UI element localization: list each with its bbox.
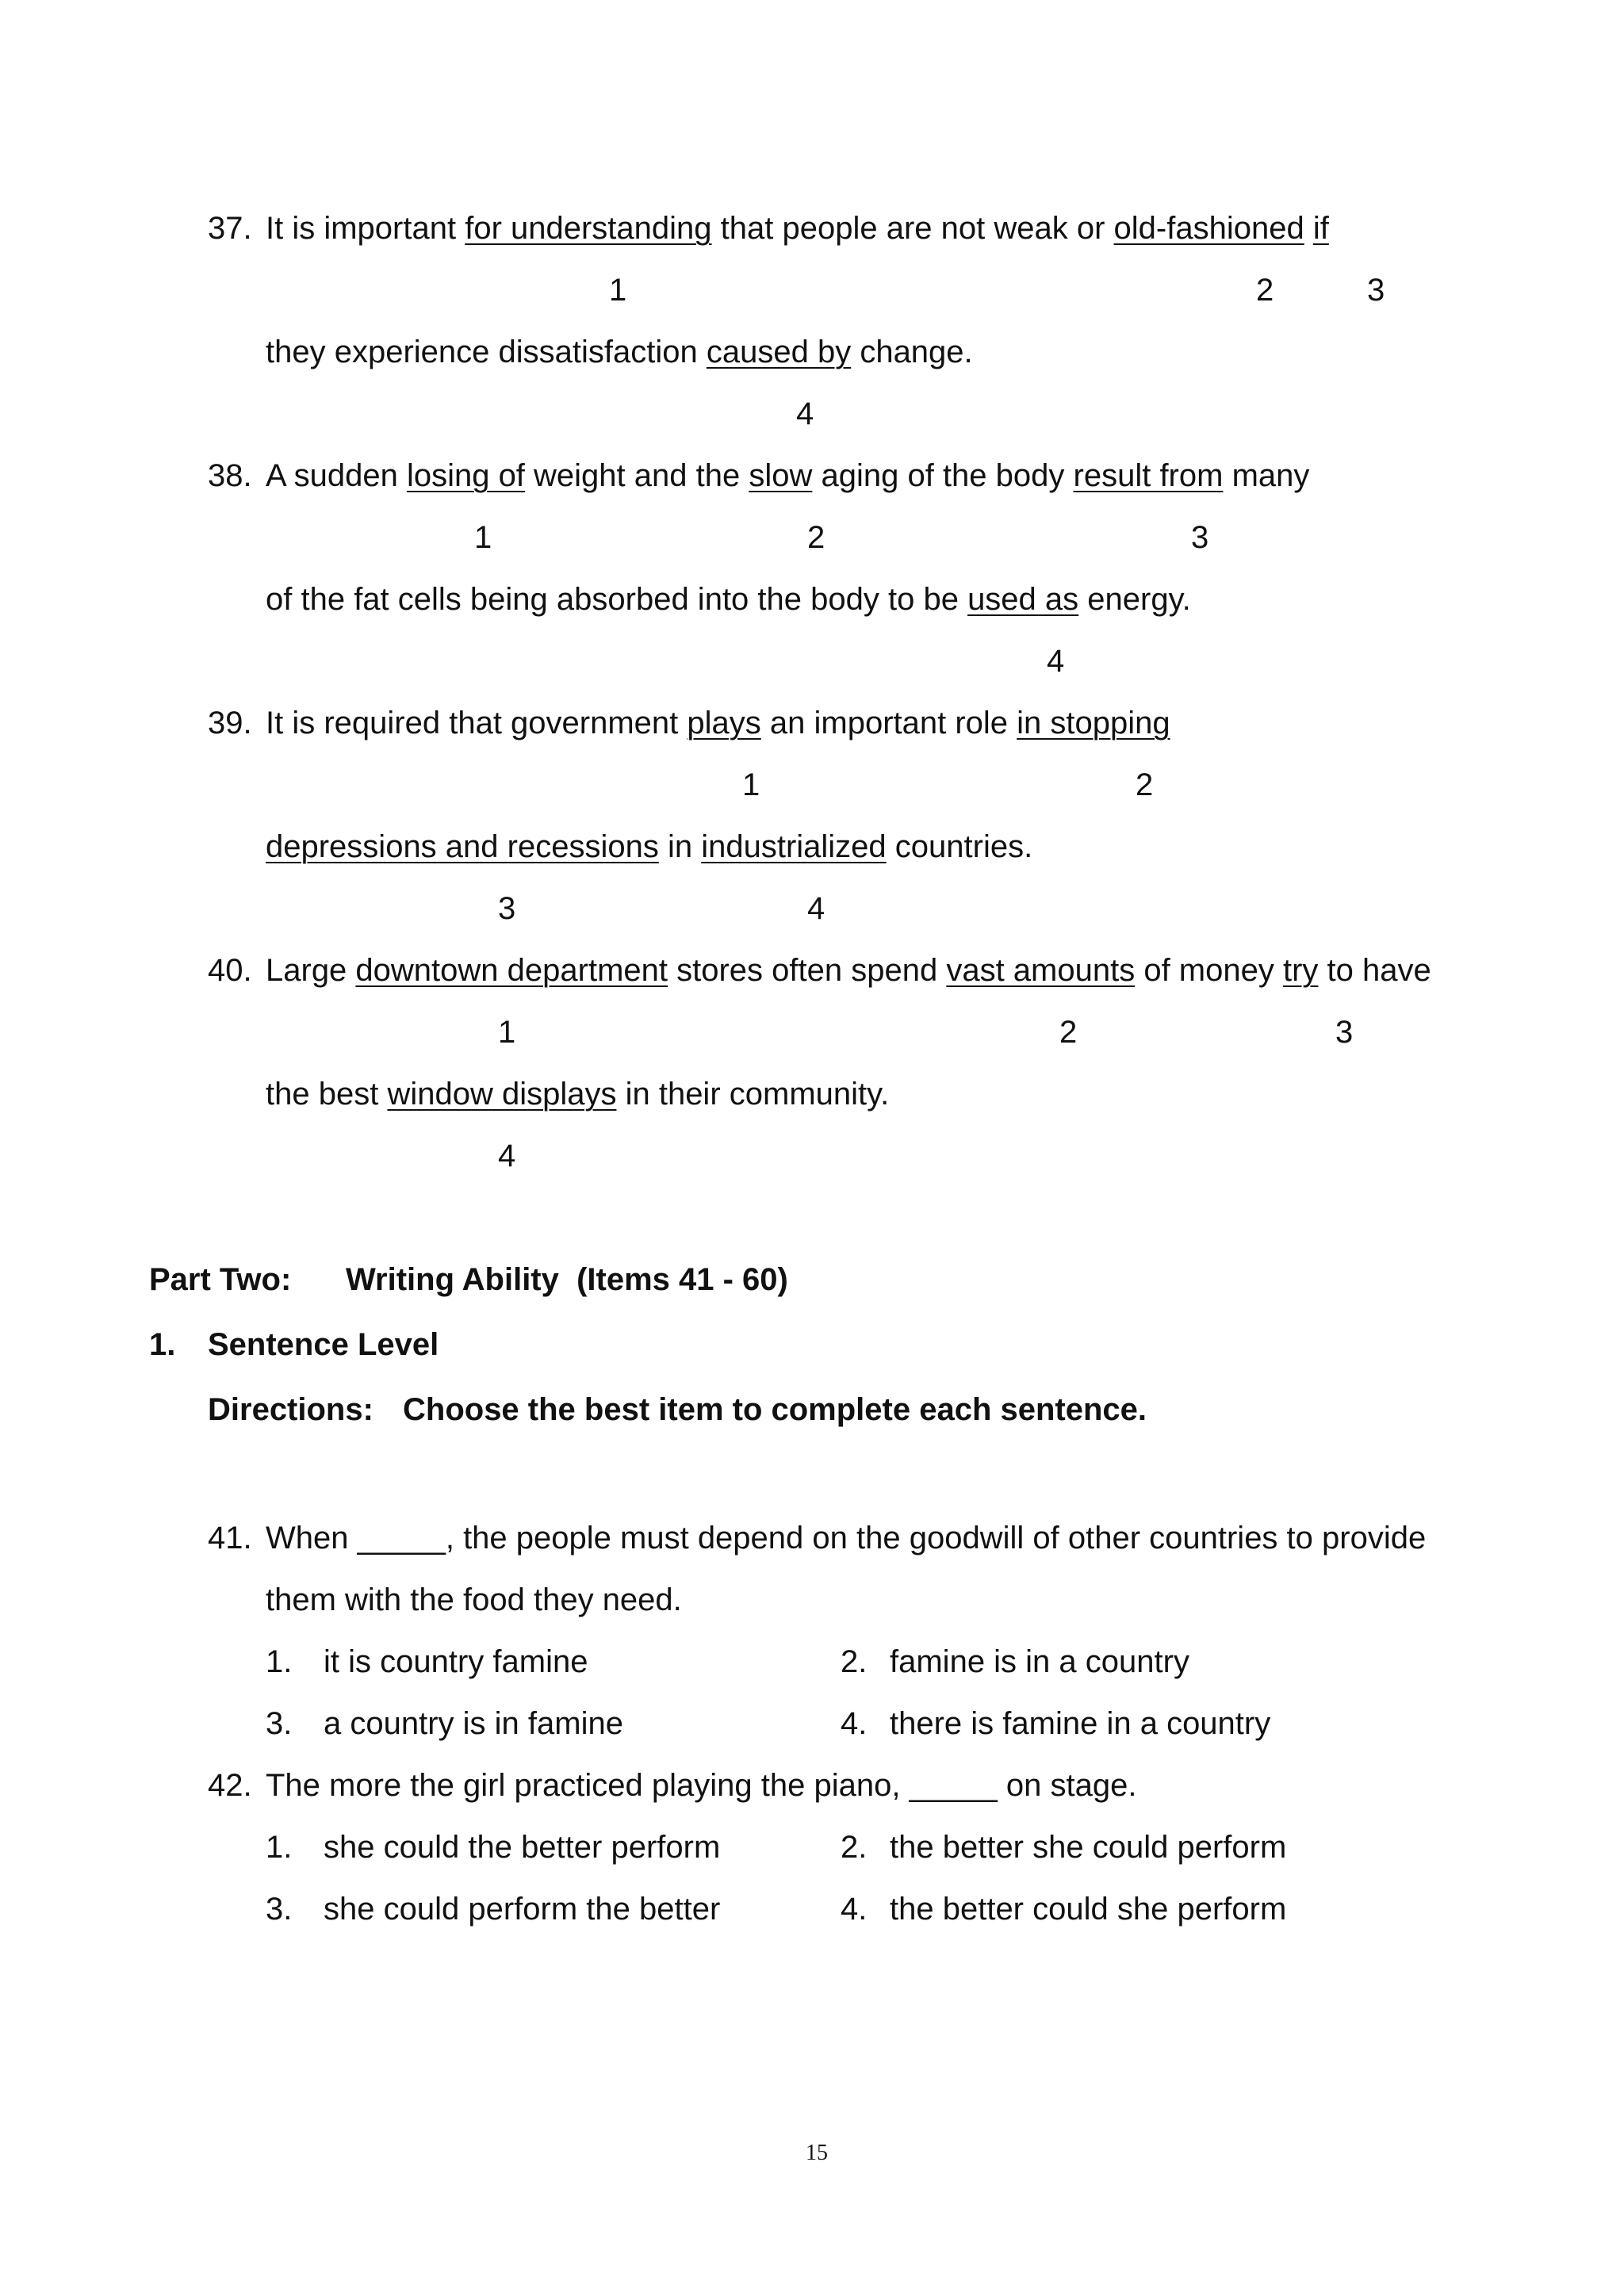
underlined-option-1: for understanding [465,211,712,246]
question-39-line-1 [266,704,1170,742]
q42-option-1-text: she could the better perform [324,1830,721,1865]
part-two-title: Writing Ability (Items 41 - 60) [346,1262,788,1297]
answer-blank: _____ [909,1768,998,1803]
question-40-line-1 [266,951,1431,989]
question-38-number: 38. [208,458,252,493]
option-marker-2: 2 [1256,273,1274,308]
text: in [658,829,702,864]
option-marker-2: 2 [807,520,825,555]
option-marker-1: 1 [742,767,760,802]
underlined-option-1: losing of [406,458,525,493]
text: to have [1318,953,1431,988]
underlined-option-3: try [1282,953,1319,988]
question-42-number: 42. [208,1768,252,1803]
text: A sudden [266,458,407,493]
underlined-option-2: vast amounts [946,953,1136,988]
text: countries. [886,829,1033,864]
option-marker-1: 1 [609,273,627,308]
underlined-option-4: used as [967,582,1079,617]
text: of money [1135,953,1283,988]
question-37-number: 37. [208,211,252,246]
question-37-line-2 [266,333,973,371]
text: change. [851,335,973,369]
q41-option-3-number: 3. [266,1706,293,1741]
option-marker-2: 2 [1136,767,1154,802]
q41-option-2-number: 2. [841,1644,868,1679]
question-40-line-2 [266,1075,889,1113]
q42-option-4-number: 4. [841,1892,868,1927]
q42-option-4-text: the better could she perform [890,1892,1287,1927]
option-marker-3: 3 [1191,520,1209,555]
q41-option-4-number: 4. [841,1706,868,1741]
q41-option-1-number: 1. [266,1644,293,1679]
section-number: 1. [149,1327,176,1362]
underlined-option-3: if [1312,211,1329,246]
part-two-label: Part Two: [149,1262,292,1297]
option-marker-3: 3 [1367,273,1385,308]
question-42-line-1 [266,1766,1136,1804]
text: stores often spend [668,953,947,988]
text: on stage. [997,1768,1137,1803]
option-marker-4: 4 [796,396,814,431]
question-38-line-1 [266,457,1309,495]
text: weight and the [524,458,749,493]
q42-option-3-number: 3. [266,1892,293,1927]
q42-option-1-number: 1. [266,1830,293,1865]
q42-option-3-text: she could perform the better [324,1892,721,1927]
text: aging of the body [812,458,1074,493]
underlined-option-2: old-fashioned [1113,211,1304,246]
text: When [266,1521,358,1556]
text: of the fat cells being absorbed into the body to be [266,582,968,617]
text: in their community. [616,1077,890,1112]
underlined-option-3: depressions and recessions [266,829,659,864]
question-41-number: 41. [208,1521,252,1556]
q41-option-3-text: a country is in famine [324,1706,623,1741]
text: Large [266,953,356,988]
option-marker-3: 3 [498,891,516,926]
question-40-number: 40. [208,953,252,988]
question-39-number: 39. [208,706,252,740]
answer-blank: _____ [357,1521,446,1556]
question-39-line-2 [266,828,1032,866]
text [1304,211,1313,246]
directions-text: Choose the best item to complete each sentence. [403,1392,1147,1427]
option-marker-4: 4 [807,891,825,926]
q42-option-2-text: the better she could perform [890,1830,1287,1865]
option-marker-1: 1 [498,1015,516,1050]
question-41-line-2: them with the food they need. [266,1582,682,1617]
option-marker-4: 4 [498,1138,516,1173]
section-title: Sentence Level [208,1327,439,1362]
text: It is required that government [266,706,688,740]
text: they experience dissatisfaction [266,335,707,369]
text: an important role [760,706,1017,740]
page-number: 15 [806,2141,828,2165]
underlined-option-1: downtown department [355,953,668,988]
text: many [1223,458,1310,493]
q42-option-2-number: 2. [841,1830,868,1865]
q41-option-1-text: it is country famine [324,1644,588,1679]
option-marker-4: 4 [1047,644,1065,679]
underlined-option-2: in stopping [1017,706,1170,740]
q41-option-4-text: there is famine in a country [890,1706,1271,1741]
directions-label: Directions: [208,1392,373,1427]
q41-option-2-text: famine is in a country [890,1644,1189,1679]
option-marker-3: 3 [1335,1015,1354,1050]
text: that people are not weak or [711,211,1114,246]
underlined-option-4: caused by [706,335,852,369]
text: , the people must depend on the goodwill of other countries to provide [445,1521,1427,1556]
text: energy. [1078,582,1191,617]
option-marker-1: 1 [474,520,492,555]
option-marker-2: 2 [1059,1015,1078,1050]
text: The more the girl practiced playing the piano, [266,1768,910,1803]
question-41-line-1 [266,1519,1426,1557]
underlined-option-2: slow [749,458,813,493]
question-37-line-1 [266,209,1329,247]
underlined-option-4: window displays [387,1077,617,1112]
question-38-line-2 [266,580,1191,618]
text: It is important [266,211,465,246]
underlined-option-3: result from [1073,458,1224,493]
underlined-option-1: plays [687,706,761,740]
text: the best [266,1077,388,1112]
underlined-option-4: industrialized [701,829,887,864]
